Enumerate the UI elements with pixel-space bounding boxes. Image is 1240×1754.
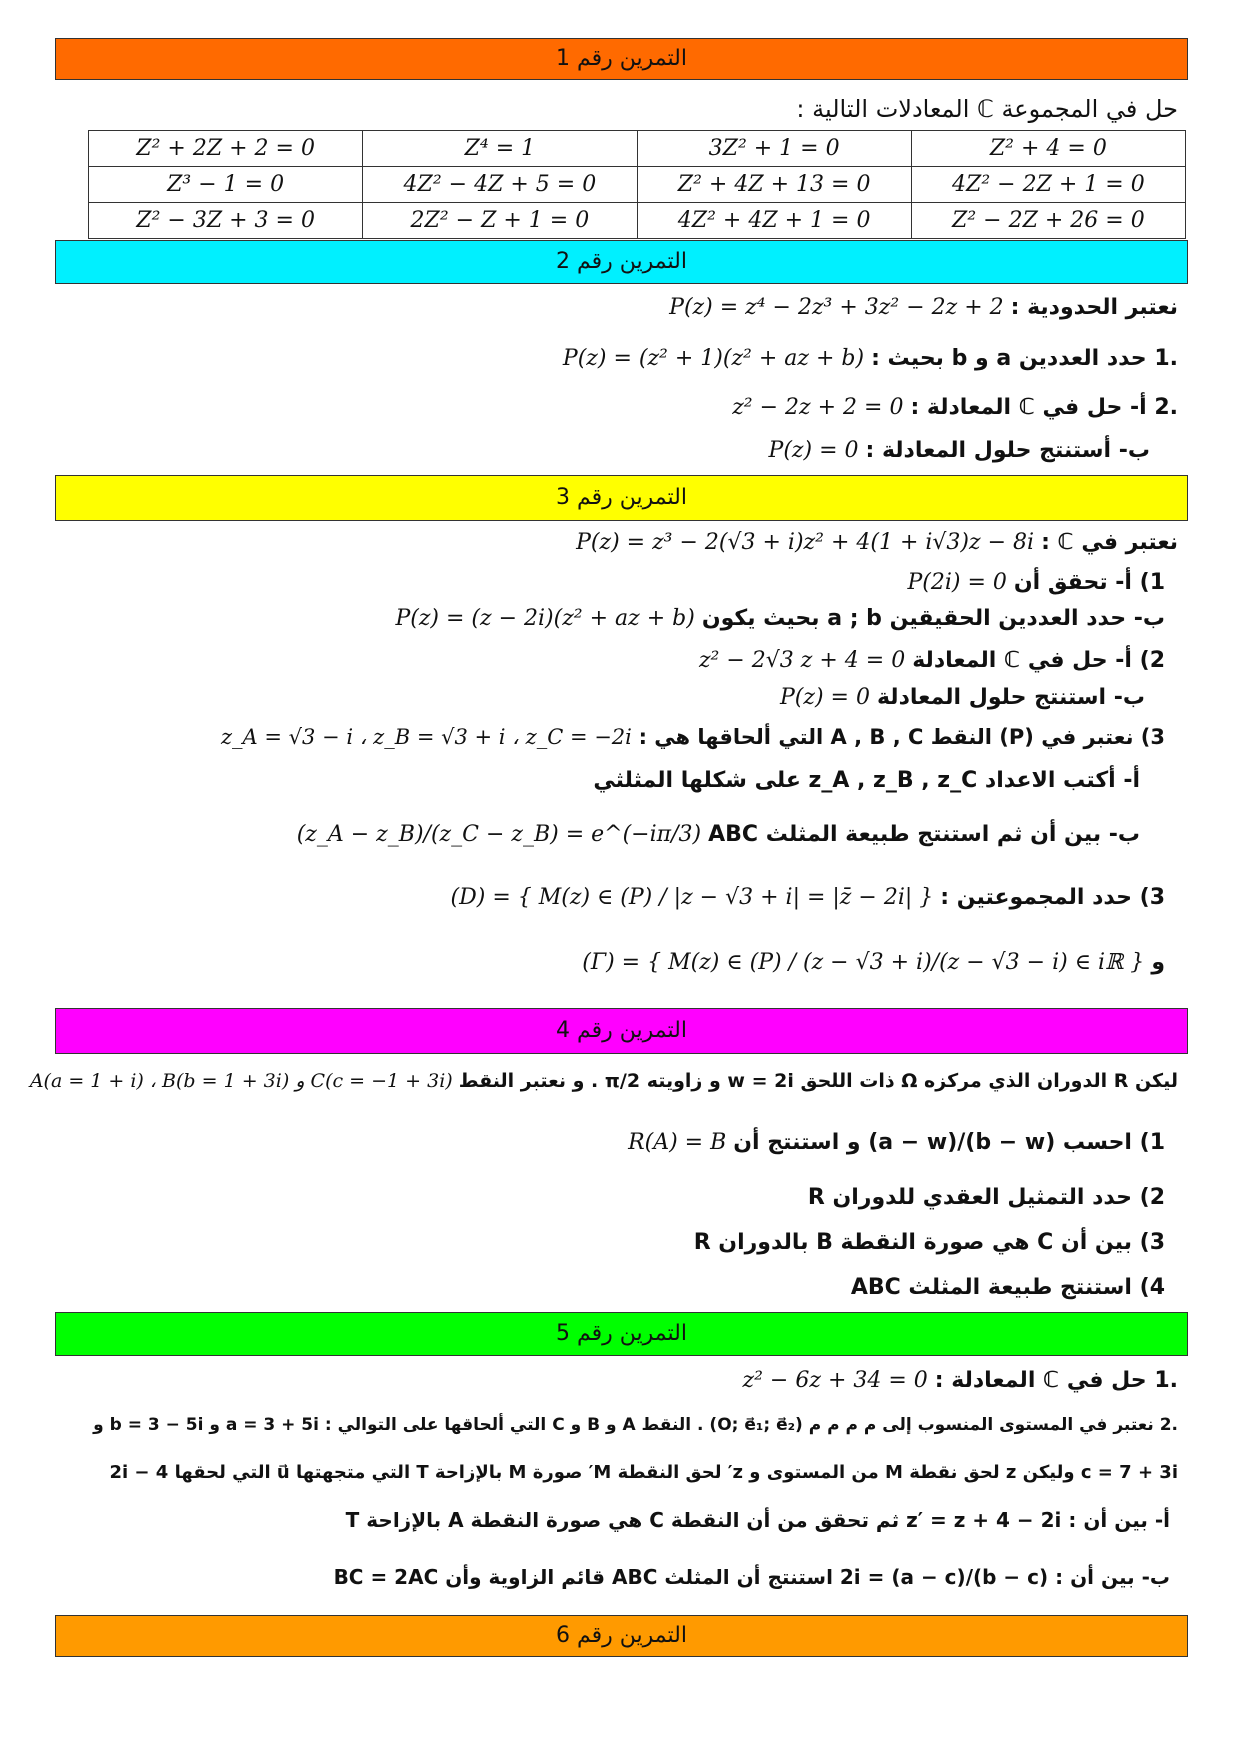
- ex5-question-2b: ب- بين أن : (b − c)/(a − c) = 2i استنتج أن المثلث ABC قائم الزاوية وأن BC = 2AC: [333, 1565, 1170, 1589]
- table-cell: 3Z² + 1 = 0: [637, 131, 911, 167]
- exercise-5-title: التمرين رقم 5: [556, 1321, 687, 1346]
- ex4-intro: ليكن R الدوران الذي مركزه Ω ذات اللحق w = 2i و زاويته π/2 . و نعتبر النقط A(a = 1 + i) ، B(b = 1 + 3i) و C(c = −1 + 3i): [29, 1070, 1178, 1092]
- ex3-question-2a: 2) أ- حل في ℂ المعادلة z² − 2√3 z + 4 = 0: [698, 648, 1165, 673]
- ex3-question-1a: 1) أ- تحقق أن P(2i) = 0: [907, 570, 1165, 595]
- ex4-question-4: 4) استنتج طبيعة المثلث ABC: [850, 1275, 1165, 1300]
- exercise-6-title: التمرين رقم 6: [556, 1623, 687, 1648]
- exercise-1-title: التمرين رقم 1: [556, 46, 687, 71]
- exercise-2-title: التمرين رقم 2: [556, 249, 687, 274]
- exercise-2-header: [55, 240, 1188, 284]
- ex3-intro: نعتبر في ℂ : P(z) = z³ − 2(√3 + i)z² + 4(1 + i√3)z − 8i: [576, 530, 1178, 555]
- table-cell: 2Z² − Z + 1 = 0: [363, 203, 637, 239]
- table-cell: Z² + 4 = 0: [911, 131, 1185, 167]
- exercise-4-title: التمرين رقم 4: [556, 1018, 687, 1043]
- ex3-question-3: 3) نعتبر في (P) النقط A , B , C التي ألحاقها هي : z_A = √3 − i ، z_B = √3 + i ، z_C = −2i: [220, 725, 1165, 749]
- exercise-6-header: [55, 1615, 1188, 1657]
- table-cell: 4Z² − 2Z + 1 = 0: [911, 167, 1185, 203]
- ex4-question-2: 2) حدد التمثيل العقدي للدوران R: [807, 1185, 1165, 1210]
- table-row: [89, 203, 1186, 239]
- ex2-question-2a: .2 أ- حل في ℂ المعادلة : z² − 2z + 2 = 0: [732, 395, 1178, 420]
- table-cell: Z³ − 1 = 0: [89, 167, 363, 203]
- table-cell: 4Z² − 4Z + 5 = 0: [363, 167, 637, 203]
- table-cell: Z⁴ = 1: [363, 131, 637, 167]
- ex4-question-1: 1) احسب (b − w)/(a − w) و استنتج أن R(A) = B: [628, 1130, 1165, 1155]
- table-cell: Z² − 2Z + 26 = 0: [911, 203, 1185, 239]
- ex2-intro: نعتبر الحدودية : P(z) = z⁴ − 2z³ + 3z² − 2z + 2: [669, 295, 1178, 320]
- ex3-question-1b: ب- حدد العددين الحقيقين a ; b بحيث يكون P(z) = (z − 2i)(z² + az + b): [395, 606, 1165, 631]
- ex2-question-1: .1 حدد العددين a و b بحيث : P(z) = (z² + 1)(z² + az + b): [562, 346, 1178, 371]
- exercise-1-header: [55, 38, 1188, 80]
- exercise-4-header: [55, 1008, 1188, 1054]
- ex3-question-4: 3) حدد المجموعتين : (D) = { M(z) ∈ (P) / |z − √3 + i| = |z̄ − 2i| }: [450, 885, 1165, 910]
- exercise-1-intro: حل في المجموعة ℂ المعادلات التالية :: [796, 95, 1178, 123]
- table-cell: Z² + 2Z + 2 = 0: [89, 131, 363, 167]
- ex5-question-2-line-2: c = 7 + 3i وليكن z لحق نقطة M من المستوى و z′ لحق النقطة M′ صورة M بالإزاحة T التي متجهتها u⃗ التي لحقها 4 − 2i: [109, 1462, 1178, 1483]
- ex3-question-3b: ب- بين أن ثم استنتج طبيعة المثلث ABC (z_A − z_B)/(z_C − z_B) = e^(−iπ/3): [296, 822, 1140, 847]
- ex3-question-4b: و (Γ) = { M(z) ∈ (P) / (z − √3 + i)/(z − √3 − i) ∈ iℝ }: [582, 950, 1165, 975]
- ex5-question-1: .1 حل في ℂ المعادلة : z² − 6z + 34 = 0: [742, 1368, 1178, 1393]
- ex3-question-3a: أ- أكتب الاعداد z_A , z_B , z_C على شكلها المثلثي: [593, 768, 1140, 793]
- table-cell: 4Z² + 4Z + 1 = 0: [637, 203, 911, 239]
- ex5-question-2-line-1: .2 نعتبر في المستوى المنسوب إلى م م م م (O; e⃗₁; e⃗₂) . النقط A و B و C التي ألحاقها على التوالي : a = 3 + 5i و b = 3 − 5i و: [93, 1415, 1178, 1435]
- ex2-question-2b: ب- أستنتج حلول المعادلة : P(z) = 0: [768, 438, 1150, 463]
- equations-table: [88, 130, 1186, 239]
- ex4-question-3: 3) بين أن C هي صورة النقطة B بالدوران R: [693, 1230, 1165, 1255]
- exercise-3-header: [55, 475, 1188, 521]
- table-row: [89, 131, 1186, 167]
- ex5-question-2a: أ- بين أن : z′ = z + 4 − 2i ثم تحقق من أن النقطة C هي صورة النقطة A بالإزاحة T: [345, 1508, 1170, 1532]
- exercise-3-title: التمرين رقم 3: [556, 485, 687, 510]
- ex3-question-2b: ب- استنتج حلول المعادلة P(z) = 0: [779, 685, 1145, 710]
- table-cell: Z² − 3Z + 3 = 0: [89, 203, 363, 239]
- exercise-5-header: [55, 1312, 1188, 1356]
- table-row: [89, 167, 1186, 203]
- table-cell: Z² + 4Z + 13 = 0: [637, 167, 911, 203]
